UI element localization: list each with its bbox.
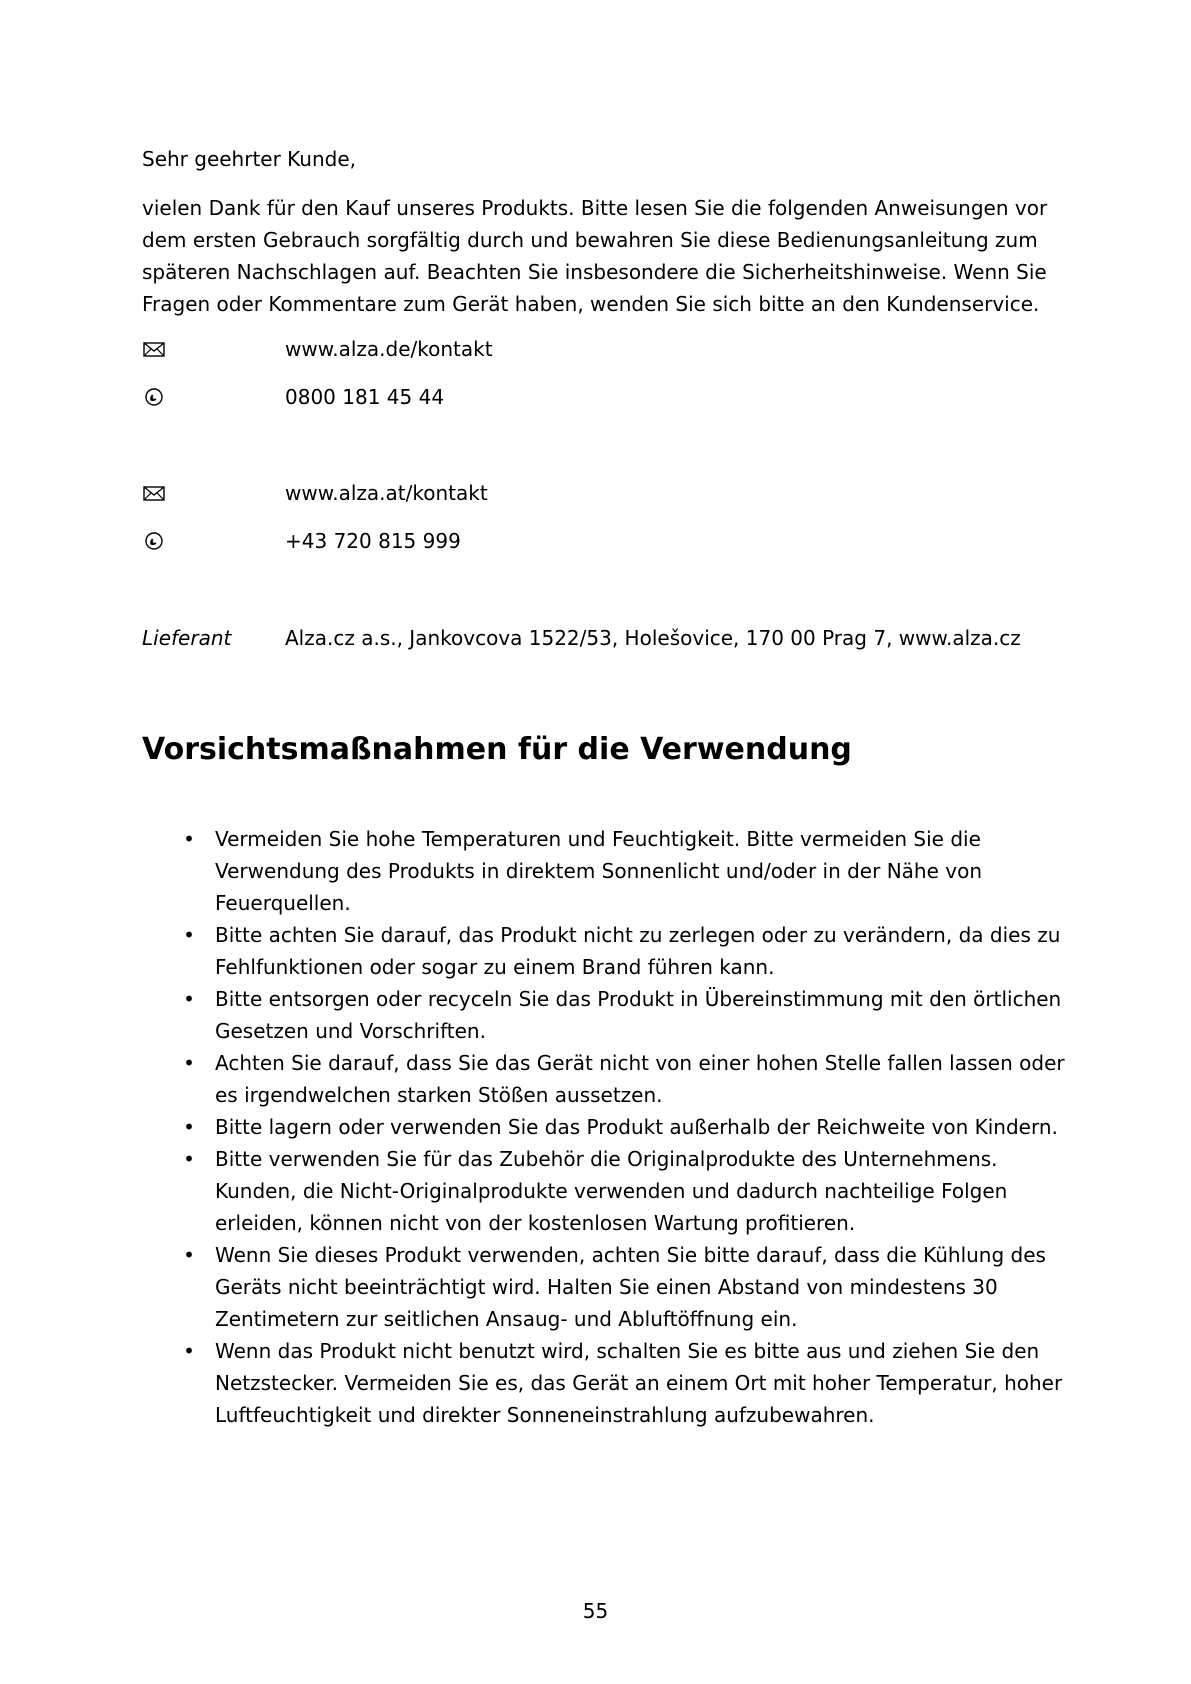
bullet-symbol: • <box>183 987 195 1011</box>
contact-website-at: www.alza.at/kontakt <box>285 481 488 505</box>
supplier-address: Alza.cz a.s., Jankovcova 1522/53, Holešovice, 170 00 Prag 7, www.alza.cz <box>285 626 1021 650</box>
list-item-line: Achten Sie darauf, dass Sie das Gerät nicht von einer hohen Stelle fallen lassen oder <box>215 1051 1065 1075</box>
list-item-line: Bitte verwenden Sie für das Zubehör die Originalprodukte des Unternehmens. <box>215 1147 998 1171</box>
supplier-label: Lieferant <box>142 626 232 650</box>
list-item <box>0 1143 1191 1239</box>
list-item-line: es irgendwelchen starken Stößen aussetzen. <box>215 1083 663 1107</box>
bullet-symbol: • <box>183 827 195 851</box>
list-item <box>0 1047 1191 1111</box>
list-item <box>0 823 1191 919</box>
contact-phone-de: 0800 181 45 44 <box>285 385 445 409</box>
list-item-text <box>215 1335 1191 1431</box>
contact-website-de: www.alza.de/kontakt <box>285 337 493 361</box>
list-item-line: Bitte entsorgen oder recyceln Sie das Produkt in Übereinstimmung mit den örtlichen <box>215 987 1062 1011</box>
phone-icon <box>142 529 166 553</box>
precautions-list <box>0 823 1191 1431</box>
phone-icon <box>142 385 166 409</box>
list-item-line: Vermeiden Sie hohe Temperaturen und Feuchtigkeit. Bitte vermeiden Sie die <box>215 827 981 851</box>
list-item-line: Bitte achten Sie darauf, das Produkt nicht zu zerlegen oder zu verändern, da dies zu <box>215 923 1061 947</box>
list-item-line: Netzstecker. Vermeiden Sie es, das Gerät an einem Ort mit hoher Temperatur, hoher <box>215 1371 1063 1395</box>
list-item-text <box>215 1143 1191 1239</box>
list-item-line: erleiden, können nicht von der kostenlosen Wartung profitieren. <box>215 1211 856 1235</box>
list-item-line: Fehlfunktionen oder sogar zu einem Brand führen kann. <box>215 955 775 979</box>
contact-phone-at: +43 720 815 999 <box>285 529 461 553</box>
list-item-text <box>215 983 1191 1047</box>
list-item <box>0 1335 1191 1431</box>
section-heading: Vorsichtsmaßnahmen für die Verwendung <box>142 732 852 767</box>
list-item <box>0 1239 1191 1335</box>
list-item-text <box>215 919 1191 983</box>
bullet-symbol: • <box>183 1147 195 1171</box>
list-item-line: Wenn Sie dieses Produkt verwenden, achten Sie bitte darauf, dass die Kühlung des <box>215 1243 1046 1267</box>
bullet-symbol: • <box>183 1243 195 1267</box>
intro-line: späteren Nachschlagen auf. Beachten Sie insbesondere die Sicherheitshinweise. Wenn Sie <box>142 260 1047 284</box>
list-item-line: Geräts nicht beeinträchtigt wird. Halten Sie einen Abstand von mindestens 30 <box>215 1275 998 1299</box>
greeting: Sehr geehrter Kunde, <box>142 147 357 171</box>
intro-line: dem ersten Gebrauch sorgfältig durch und bewahren Sie diese Bedienungsanleitung zum <box>142 228 1038 252</box>
page-number: 55 <box>582 1599 609 1623</box>
intro-line: Fragen oder Kommentare zum Gerät haben, wenden Sie sich bitte an den Kundenservice. <box>142 292 1040 316</box>
list-item-text <box>215 1111 1191 1143</box>
list-item-text <box>215 1047 1191 1111</box>
list-item-line: Luftfeuchtigkeit und direkter Sonneneinstrahlung aufzubewahren. <box>215 1403 875 1427</box>
list-item-line: Kunden, die Nicht-Originalprodukte verwenden und dadurch nachteilige Folgen <box>215 1179 1008 1203</box>
intro-paragraph <box>142 192 1048 320</box>
intro-line: vielen Dank für den Kauf unseres Produkts. Bitte lesen Sie die folgenden Anweisungen vor <box>142 196 1048 220</box>
list-item <box>0 983 1191 1047</box>
list-item-line: Verwendung des Produkts in direktem Sonnenlicht und/oder in der Nähe von <box>215 859 982 883</box>
list-item <box>0 1111 1191 1143</box>
bullet-symbol: • <box>183 923 195 947</box>
list-item-line: Bitte lagern oder verwenden Sie das Produkt außerhalb der Reichweite von Kindern. <box>215 1115 1058 1139</box>
list-item-text <box>215 823 1191 919</box>
envelope-icon <box>142 337 166 361</box>
list-item-line: Feuerquellen. <box>215 891 351 915</box>
envelope-icon <box>142 481 166 505</box>
list-item-line: Zentimetern zur seitlichen Ansaug- und Abluftöffnung ein. <box>215 1307 798 1331</box>
list-item-text <box>215 1239 1191 1335</box>
bullet-symbol: • <box>183 1051 195 1075</box>
list-item <box>0 919 1191 983</box>
list-item-line: Wenn das Produkt nicht benutzt wird, schalten Sie es bitte aus und ziehen Sie den <box>215 1339 1040 1363</box>
bullet-symbol: • <box>183 1339 195 1363</box>
list-item-line: Gesetzen und Vorschriften. <box>215 1019 486 1043</box>
bullet-symbol: • <box>183 1115 195 1139</box>
